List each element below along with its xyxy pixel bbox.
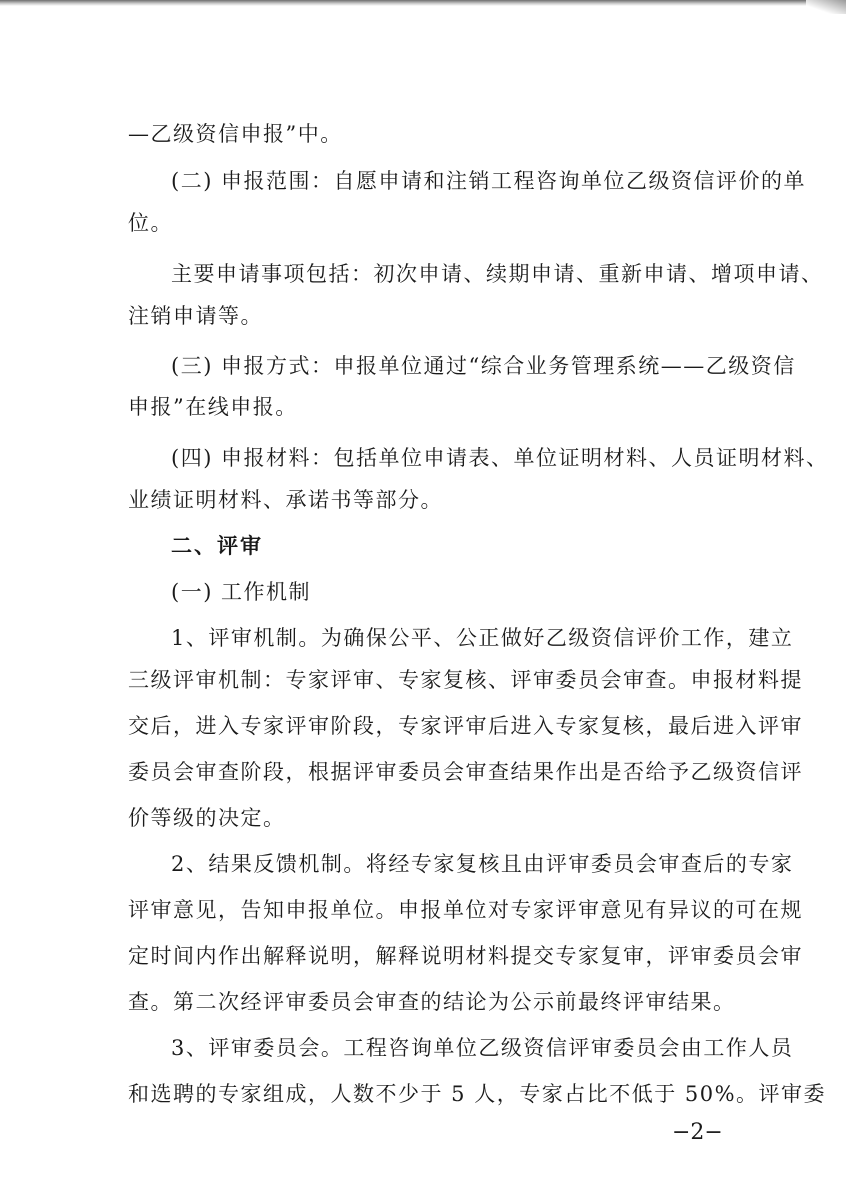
scan-corner-shadow — [806, 0, 846, 14]
text-line: 定时间内作出解释说明，解释说明材料提交专家复审，评审委员会审 — [128, 944, 803, 968]
text-line: (四) 申报材料：包括单位申请表、单位证明材料、人员证明材料、 — [171, 446, 829, 470]
text-line: —乙级资信申报”中。 — [128, 122, 343, 146]
text-line: (三) 申报方式：申报单位通过“综合业务管理系统——乙级资信 — [171, 354, 796, 378]
text-line: 主要申请事项包括：初次申请、续期申请、重新申请、增项申请、 — [171, 262, 824, 286]
text-line: (二) 申报范围：自愿申请和注销工程咨询单位乙级资信评价的单 — [171, 169, 807, 193]
page-number: −2− — [672, 1120, 723, 1145]
text-line: 注销申请等。 — [128, 304, 263, 328]
section-heading: 二、评审 — [171, 533, 263, 558]
subsection-heading: (一) 工作机制 — [171, 580, 312, 604]
scan-top-edge — [0, 0, 846, 6]
text-line: 价等级的决定。 — [128, 806, 286, 830]
text-line: 查。第二次经评审委员会审查的结论为公示前最终评审结果。 — [128, 990, 736, 1014]
text-line: 和选聘的专家组成，人数不少于 5 人，专家占比不低于 50%。评审委 — [128, 1082, 827, 1106]
text-line: 位。 — [128, 211, 173, 235]
text-line: 委员会审查阶段，根据评审委员会审查结果作出是否给予乙级资信评 — [128, 760, 803, 784]
text-line: 交后，进入专家评审阶段，专家评审后进入专家复核，最后进入评审 — [128, 714, 803, 738]
text-line: 3、评审委员会。工程咨询单位乙级资信评审委员会由工作人员 — [171, 1036, 794, 1060]
text-line: 2、结果反馈机制。将经专家复核且由评审委员会审查后的专家 — [171, 852, 794, 876]
text-line: 1、评审机制。为确保公平、公正做好乙级资信评价工作，建立 — [171, 626, 794, 650]
text-line: 申报”在线申报。 — [128, 395, 298, 419]
text-line: 业绩证明材料、承诺书等部分。 — [128, 488, 443, 512]
text-line: 评审意见，告知申报单位。申报单位对专家评审意见有异议的可在规 — [128, 898, 803, 922]
text-line: 三级评审机制：专家评审、专家复核、评审委员会审查。申报材料提 — [128, 668, 803, 692]
